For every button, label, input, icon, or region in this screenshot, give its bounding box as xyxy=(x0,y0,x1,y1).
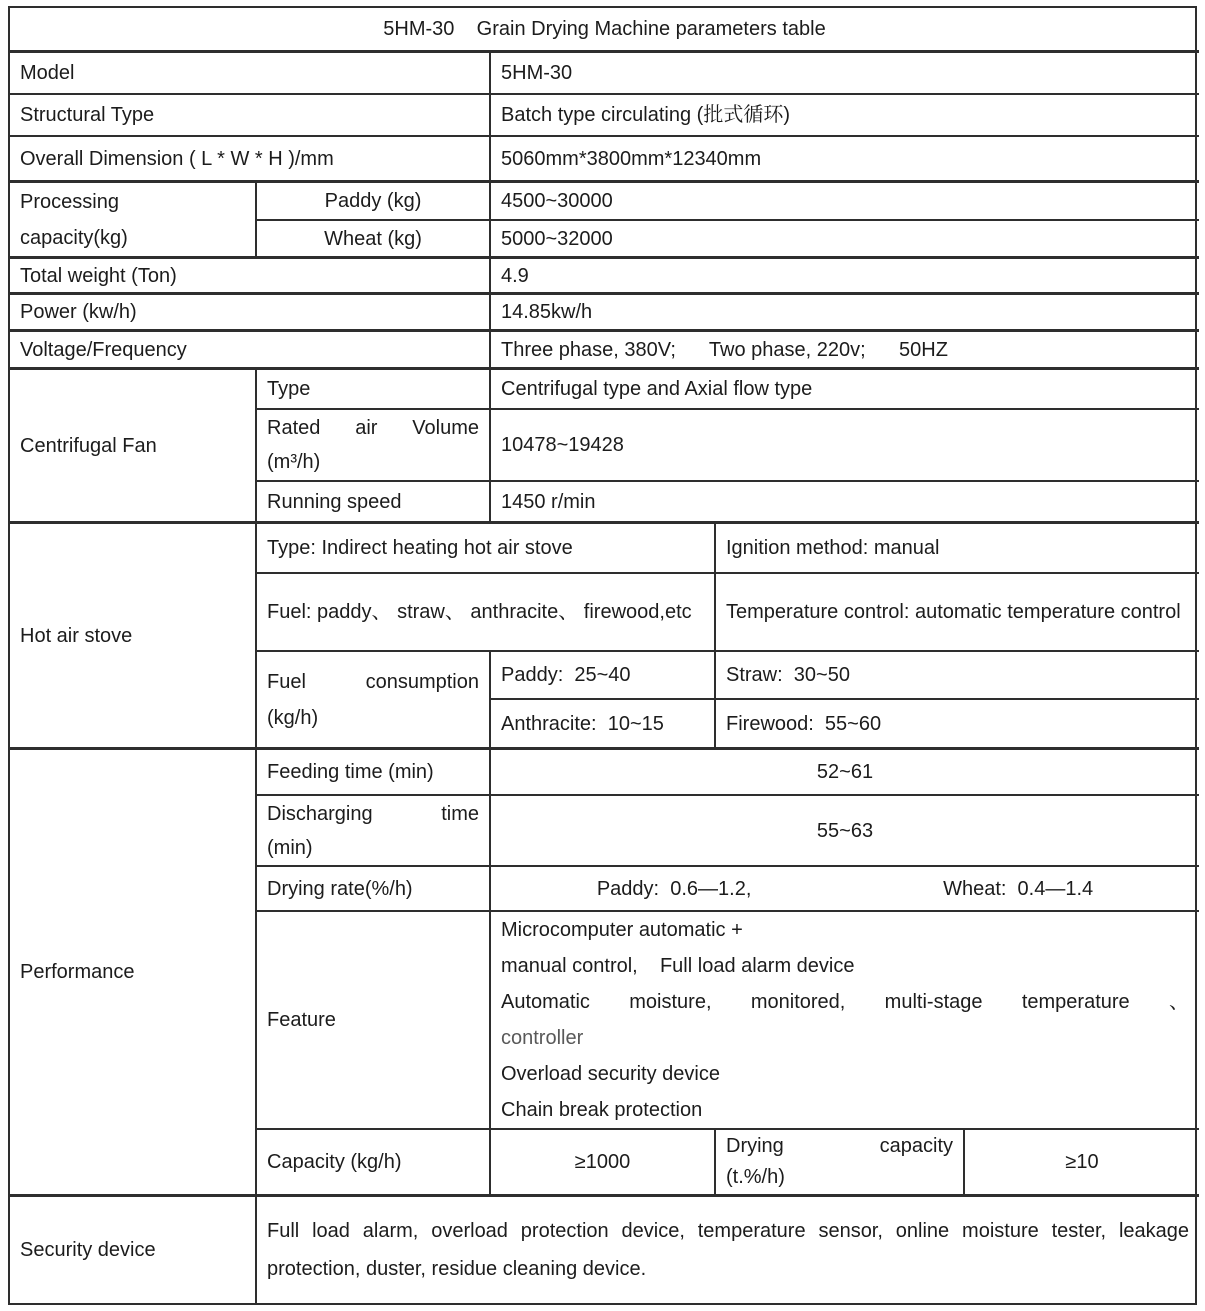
feeding-time-label: Feeding time (min) xyxy=(257,750,491,796)
fan-type-value: Centrifugal type and Axial flow type xyxy=(491,370,1199,410)
drying-capacity-label xyxy=(716,1130,965,1197)
rated-air-volume-label-line2: (m³/h) xyxy=(267,451,321,473)
fuel-paddy-value: Paddy: 25~40 xyxy=(491,652,716,700)
rated-air-volume-label xyxy=(257,410,491,482)
fuel-firewood-value: Firewood: 55~60 xyxy=(716,700,1199,750)
drying-capacity-value: ≥10 xyxy=(965,1130,1199,1197)
centrifugal-fan-label: Centrifugal Fan xyxy=(10,370,257,524)
feature-label: Feature xyxy=(257,912,491,1130)
power-value: 14.85kw/h xyxy=(491,295,1199,332)
capacity-label: Capacity (kg/h) xyxy=(257,1130,491,1197)
drying-capacity-label-line2: (t.%/h) xyxy=(726,1166,785,1188)
rated-air-volume-label-line1: Rated air Volume xyxy=(267,417,479,439)
wheat-capacity-value: 5000~32000 xyxy=(491,221,1199,259)
stove-temperature-cell xyxy=(716,574,1199,652)
security-device-value xyxy=(257,1197,1199,1303)
overall-dimension-label: Overall Dimension ( L * W * H )/mm xyxy=(10,137,491,183)
running-speed-value: 1450 r/min xyxy=(491,482,1199,524)
feature-line-2: manual control, Full load alarm device xyxy=(501,955,855,977)
feature-line-3: Automatic moisture, monitored, multi-stage temperature 、 xyxy=(501,991,1189,1013)
stove-ignition-cell: Ignition method: manual xyxy=(716,524,1199,574)
fuel-anthracite-value: Anthracite: 10~15 xyxy=(491,700,716,750)
parameters-table xyxy=(8,6,1197,1305)
feeding-time-value: 52~61 xyxy=(491,750,1199,796)
stove-fuel-cell xyxy=(257,574,716,652)
drying-capacity-label-line1: Drying capacity xyxy=(726,1135,953,1157)
fuel-consumption-label xyxy=(257,652,491,750)
discharging-time-label xyxy=(257,796,491,867)
drying-rate-paddy: Paddy: 0.6—1.2, xyxy=(596,877,752,900)
running-speed-label: Running speed xyxy=(257,482,491,524)
stove-fuel-text: Fuel: paddy、 straw、 anthracite、 firewood,etc xyxy=(267,601,692,623)
discharging-time-label-line2: (min) xyxy=(267,836,313,859)
fuel-consumption-label-line1: Fuel consumption xyxy=(267,670,479,693)
processing-capacity-label xyxy=(10,183,257,259)
table-title: 5HM-30 Grain Drying Machine parameters table xyxy=(10,8,1199,53)
discharging-time-label-line1: Discharging time xyxy=(267,802,479,825)
drying-rate-label: Drying rate(%/h) xyxy=(257,867,491,912)
fuel-straw-value: Straw: 30~50 xyxy=(716,652,1199,700)
voltage-frequency-value: Three phase, 380V; Two phase, 220v; 50HZ xyxy=(491,332,1199,370)
feature-value xyxy=(491,912,1199,1130)
security-device-text: Full load alarm, overload protection device, temperature sensor, online moisture tester, leakage protection, duster, residue cleaning device. xyxy=(267,1220,1189,1280)
feature-line-6: Chain break protection xyxy=(501,1099,703,1121)
voltage-frequency-label: Voltage/Frequency xyxy=(10,332,491,370)
power-label: Power (kw/h) xyxy=(10,295,491,332)
structural-type-value: Batch type circulating (批式循环) xyxy=(491,95,1199,137)
security-device-label: Security device xyxy=(10,1197,257,1303)
structural-type-label: Structural Type xyxy=(10,95,491,137)
model-value: 5HM-30 xyxy=(491,53,1199,95)
processing-capacity-label-line2: capacity(kg) xyxy=(20,226,128,249)
stove-type-cell: Type: Indirect heating hot air stove xyxy=(257,524,716,574)
paddy-capacity-value: 4500~30000 xyxy=(491,183,1199,221)
processing-capacity-label-line1: Processing xyxy=(20,190,119,213)
stove-temperature-text: Temperature control: automatic temperature control xyxy=(726,601,1181,623)
total-weight-value: 4.9 xyxy=(491,259,1199,295)
hot-air-stove-label: Hot air stove xyxy=(10,524,257,750)
overall-dimension-value: 5060mm*3800mm*12340mm xyxy=(491,137,1199,183)
fuel-consumption-label-line2: (kg/h) xyxy=(267,706,319,729)
feature-line-1: Microcomputer automatic + xyxy=(501,919,743,941)
feature-line-5: Overload security device xyxy=(501,1063,720,1085)
total-weight-label: Total weight (Ton) xyxy=(10,259,491,295)
fan-type-label: Type xyxy=(257,370,491,410)
paddy-capacity-label: Paddy (kg) xyxy=(257,183,491,221)
capacity-value: ≥1000 xyxy=(491,1130,716,1197)
rated-air-volume-value: 10478~19428 xyxy=(491,410,1199,482)
drying-rate-value xyxy=(491,867,1199,912)
feature-line-4: controller xyxy=(501,1027,584,1049)
drying-rate-wheat: Wheat: 0.4—1.4 xyxy=(943,877,1094,900)
discharging-time-value: 55~63 xyxy=(491,796,1199,867)
wheat-capacity-label: Wheat (kg) xyxy=(257,221,491,259)
model-label: Model xyxy=(10,53,491,95)
performance-label: Performance xyxy=(10,750,257,1197)
